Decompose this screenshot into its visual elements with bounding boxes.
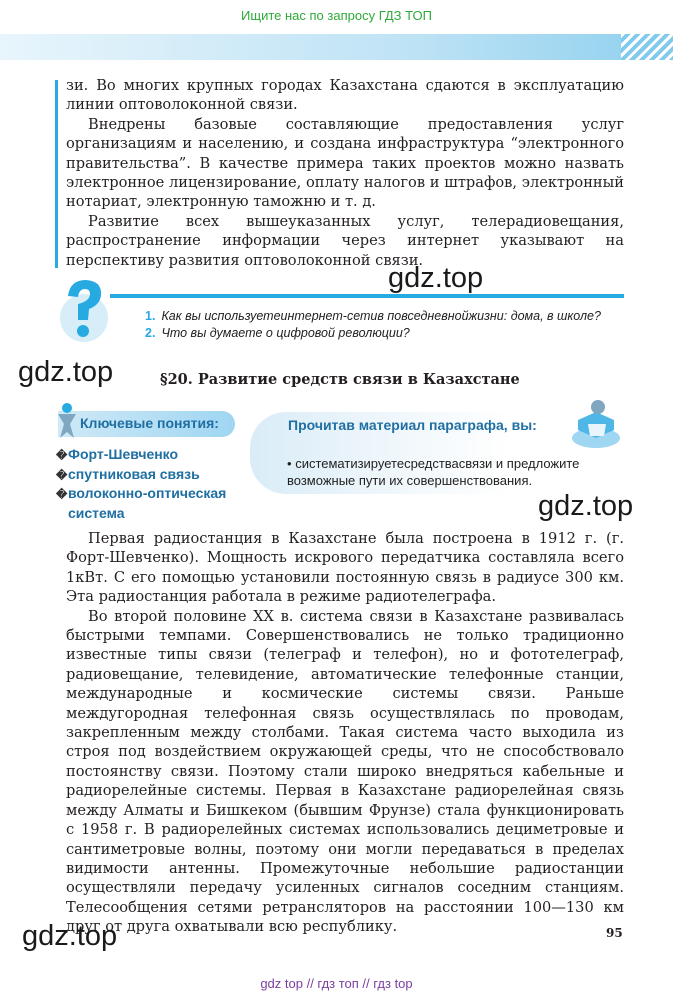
goals-title: Прочитав материал параграфа, вы: [288,417,537,433]
footer-links: gdz top // гдз топ // гдз top [260,976,413,991]
text-block-top [66,76,624,270]
question-icon [50,276,116,346]
reader-icon [568,398,622,450]
section-title: §20. Развитие средств связи в Казахстане [160,371,520,388]
header-stripes [621,34,673,60]
watermark: gdz.top [538,490,634,522]
question-number: 2. [145,326,156,340]
question-item [145,308,601,325]
key-concepts-title: Ключевые понятия: [80,415,219,431]
watermark: gdz.top [22,920,118,952]
key-concept-item: �Форт-Шевченко [56,446,226,466]
margin-line [55,80,58,268]
paragraph: Во второй половине XX в. система связи в Казахстане развивалась быстрыми темпами. Совершенствовались не только традиционно известные типы связи (телеграф и телефон), но и фототелеграф, радиовещание, телевидение, автоматические телефонные станции, международные и космические системы связи. Раньше междугородная телефонная связь осуществлялась по проводам, закрепленным между столбами. Такая система часто выходила из строя под воздействием окружающей среды, что не способствовало постоянству связи. Поэтому стали широко внедряться кабельные и радиорелейные системы. Первая в Казахстане радиорелейная связь между Алматы и Бишкеком (бывшим Фрунзе) стала функционировать с 1958 г. В радиорелейных системах использовались дециметровые и сантиметровые волны, поэтому они могли передаваться в пределах видимости антенны. Промежуточные небольшие радиостанции осуществляли передачу усиленных сигналов соседним станциям. Телесообщения сетями ретрансляторов на расстоянии 100—130 км друг от друга охватывали всю республику. [66,607,624,936]
key-concept-item: система [68,504,125,521]
paragraph: Развитие всех вышеуказанных услуг, телерадиовещания, распространение информации через интернет указывают на перспективу развития оптоволоконной связи. [66,212,624,269]
bullet-icon: � [56,469,68,482]
goals-text: • систематизируетесредствасвязи и предложите возможные пути их совершенствования. [287,456,580,488]
top-banner: Ищите нас по запросу ГДЗ ТОП [241,8,432,23]
questions-list [145,308,601,342]
paragraph: Первая радиостанция в Казахстане была построена в 1912 г. (г. Форт-Шевченко). Мощность искрового передатчика составляла всего 1кВт. С его помощью установили постоянную связь в радиусе 300 км. Эта радиостанция работала в режиме радиотелеграфа. [66,530,624,606]
bullet-icon: � [56,450,68,462]
header-strip [0,34,673,60]
paragraph: Внедрены базовые составляющие предоставления услуг организациям и населению, и создана инфраструктура “электронного правительства”. В качестве примера таких проектов можно назвать электронное лицензирование, оплату налогов и штрафов, электронный нотариат, электронную таможню и т. д. [66,115,624,211]
key-concept-item: �волоконно-оптическая [56,485,226,505]
watermark: gdz.top [18,356,114,388]
questions-bar [110,294,624,298]
question-text: Как вы используетеинтернет-сетив повседневнойжизни: дома, в школе? [161,309,601,323]
watermark: gdz.top [388,262,484,294]
text-block-main [66,529,624,937]
key-concept-item: �спутниковая связь [56,466,226,486]
bullet-icon: • [287,456,292,471]
page-number: 95 [606,926,623,940]
key-person-icon [56,402,78,440]
bullet-icon: � [56,489,68,501]
key-concepts-list [56,446,226,522]
question-text: Что вы думаете о цифровой революции? [161,326,410,340]
paragraph: зи. Во многих крупных городах Казахстана сдаются в эксплуатацию линии оптоволоконной связи. [66,77,624,114]
question-number: 1. [145,309,156,323]
question-item [145,325,601,342]
